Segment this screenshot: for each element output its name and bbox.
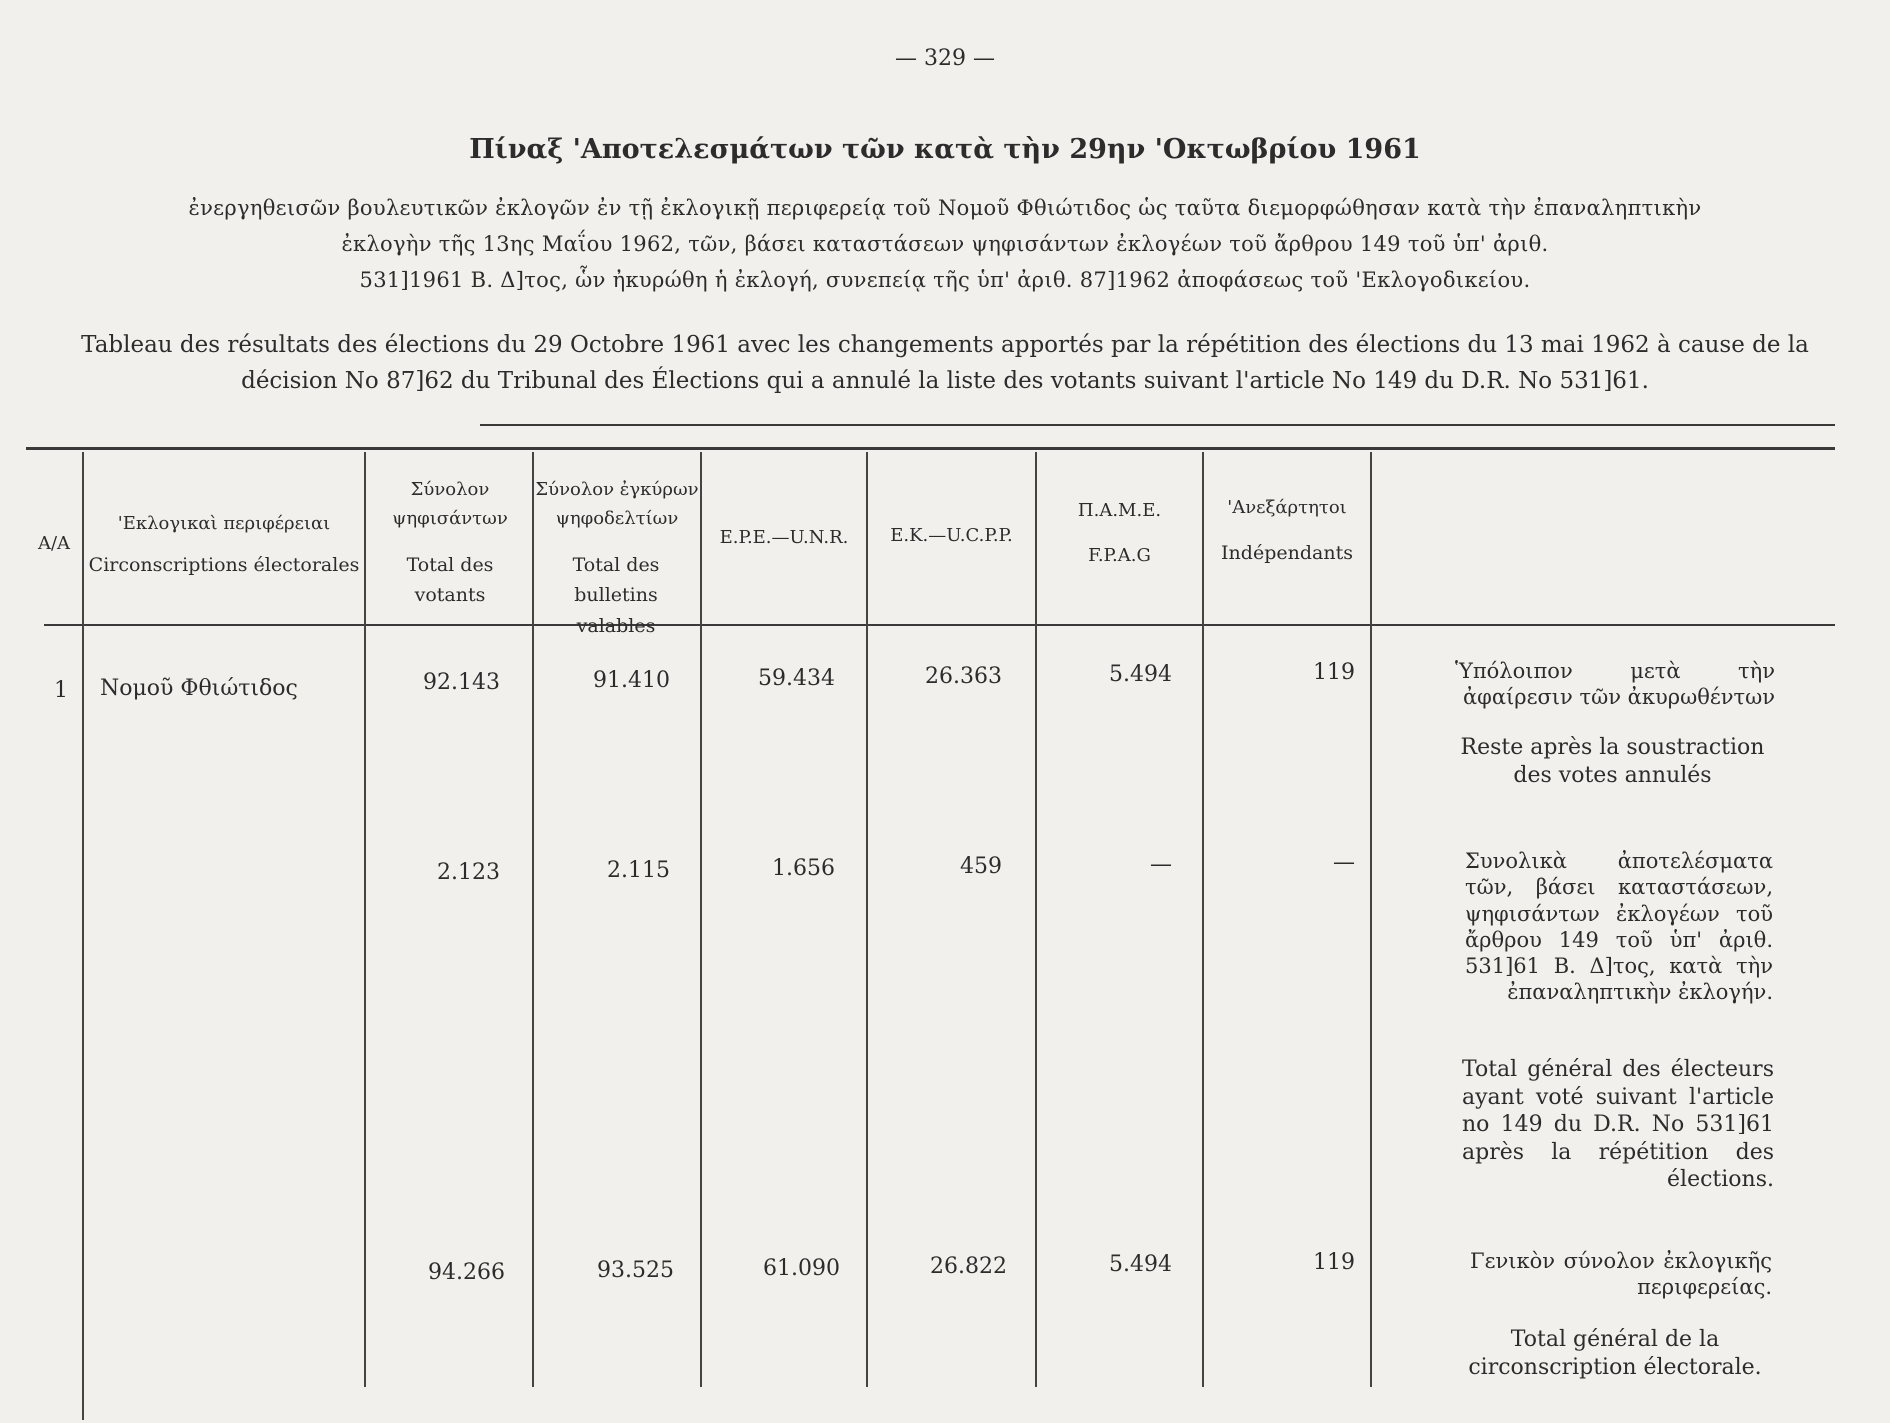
column-divider — [532, 452, 534, 1387]
top-rule-upper — [480, 424, 1835, 426]
top-rule-lower — [26, 447, 1835, 450]
cell-valid: 2.115 — [607, 858, 670, 883]
header-circ-greek: 'Εκλογικαὶ περιφέρειαι — [117, 513, 331, 534]
row-note-greek: Γενικὸν σύνολον ἐκλογικῆς περιφερείας. — [1470, 1249, 1772, 1300]
cell-pame: 5.494 — [1109, 1252, 1172, 1277]
header-valid-french: Total des bulletins valables — [572, 554, 660, 637]
header-indep-greek: 'Ανεξάρτητοι — [1227, 497, 1347, 518]
header-pame-french: F.P.A.G — [1088, 545, 1151, 566]
header-voters-greek: Σύνολον ψηφισάντων — [392, 479, 508, 529]
header-epe: E.P.E.—U.N.R. — [719, 527, 849, 548]
header-indep-french: Indépendants — [1221, 542, 1353, 564]
row-note-greek: Συνολικὰ ἀποτελέσματα τῶν, βάσει καταστάσεων, ψηφισάντων ἐκλογέων τοῦ ἄρθρου 149 τοῦ ὑπ' ἀριθ. 531]61 Β. Δ]τος, κατὰ τὴν ἐπαναληπτικὴν ἐκλογήν. — [1465, 849, 1773, 1005]
header-rule — [44, 624, 1835, 626]
column-divider — [364, 452, 366, 1387]
page-number: — 329 — — [895, 46, 995, 71]
cell-epe: 1.656 — [772, 856, 835, 881]
cell-epe: 59.434 — [758, 666, 835, 691]
cell-indep: 119 — [1313, 660, 1355, 685]
header-circ-french: Circonscriptions électorales — [88, 554, 360, 576]
header-voters-french: Total des votants — [406, 554, 494, 607]
cell-indep: — — [1333, 850, 1355, 875]
column-divider — [82, 452, 84, 1420]
row-note-french: Total général des électeurs ayant voté suivant l'article no 149 du D.R. No 531]61 après la répétition des élections. — [1462, 1057, 1774, 1192]
row-note-greek: Ὑπόλοιπον μετὰ τὴν ἀφαίρεσιν τῶν ἀκυρωθέντων — [1455, 659, 1775, 710]
cell-ek: 26.822 — [930, 1254, 1007, 1279]
row-note-french: Reste après la soustraction des votes annulés — [1460, 735, 1765, 788]
column-divider — [700, 452, 702, 1387]
cell-pame: — — [1150, 852, 1172, 877]
greek-intro-line-3: 531]1961 Β. Δ]τος, ὧν ἠκυρώθη ἡ ἐκλογή, συνεπείᾳ τῆς ὑπ' ἀριθ. 87]1962 ἀποφάσεως τοῦ 'Εκλογοδικείου. — [359, 268, 1531, 292]
row-note-french: Total général de la circonscription électorale. — [1468, 1327, 1762, 1380]
header-ek: E.K.—U.C.P.P. — [890, 525, 1013, 546]
cell-voters: 94.266 — [428, 1260, 505, 1285]
cell-pame: 5.494 — [1109, 662, 1172, 687]
header-valid-greek: Σύνολον ἐγκύρων ψηφοδελτίων — [535, 479, 699, 529]
header-pame-greek: Π.Α.Μ.Ε. — [1077, 500, 1162, 521]
row-aa: 1 — [54, 678, 68, 703]
cell-voters: 92.143 — [423, 670, 500, 695]
column-divider — [1370, 452, 1372, 1387]
greek-intro-line-1: ἐνεργηθεισῶν βουλευτικῶν ἐκλογῶν ἐν τῇ ἐκλογικῇ περιφερείᾳ τοῦ Νομοῦ Φθιώτιδος ὡς ταῦτα διεμορφώθησαν κατὰ τὴν ἐπαναληπτικὴν — [188, 196, 1702, 220]
column-divider — [1202, 452, 1204, 1387]
cell-indep: 119 — [1313, 1250, 1355, 1275]
cell-ek: 459 — [960, 854, 1002, 879]
row-circumscription: Νομοῦ Φθιώτιδος — [100, 676, 298, 701]
column-divider — [1035, 452, 1037, 1387]
cell-valid: 91.410 — [593, 668, 670, 693]
cell-epe: 61.090 — [763, 1256, 840, 1281]
french-intro-line-1: Tableau des résultats des élections du 29 Octobre 1961 avec les changements apportés par la répétition des élections du 13 mai 1962 à cause de la — [81, 332, 1809, 358]
column-divider — [866, 452, 868, 1387]
cell-voters: 2.123 — [437, 860, 500, 885]
cell-valid: 93.525 — [597, 1258, 674, 1283]
cell-ek: 26.363 — [925, 664, 1002, 689]
header-aa: A/A — [37, 533, 71, 554]
table-title: Πίναξ 'Αποτελεσμάτων τῶν κατὰ τὴν 29ην 'Οκτωβρίου 1961 — [469, 134, 1421, 165]
french-intro-line-2: décision No 87]62 du Tribunal des Élections qui a annulé la liste des votants suivant l'article No 149 du D.R. No 531]61. — [241, 368, 1649, 394]
greek-intro-line-2: ἐκλογὴν τῆς 13ης Μαΐου 1962, τῶν, βάσει καταστάσεων ψηφισάντων ἐκλογέων τοῦ ἄρθρου 149 τοῦ ὑπ' ἀριθ. — [341, 232, 1549, 256]
